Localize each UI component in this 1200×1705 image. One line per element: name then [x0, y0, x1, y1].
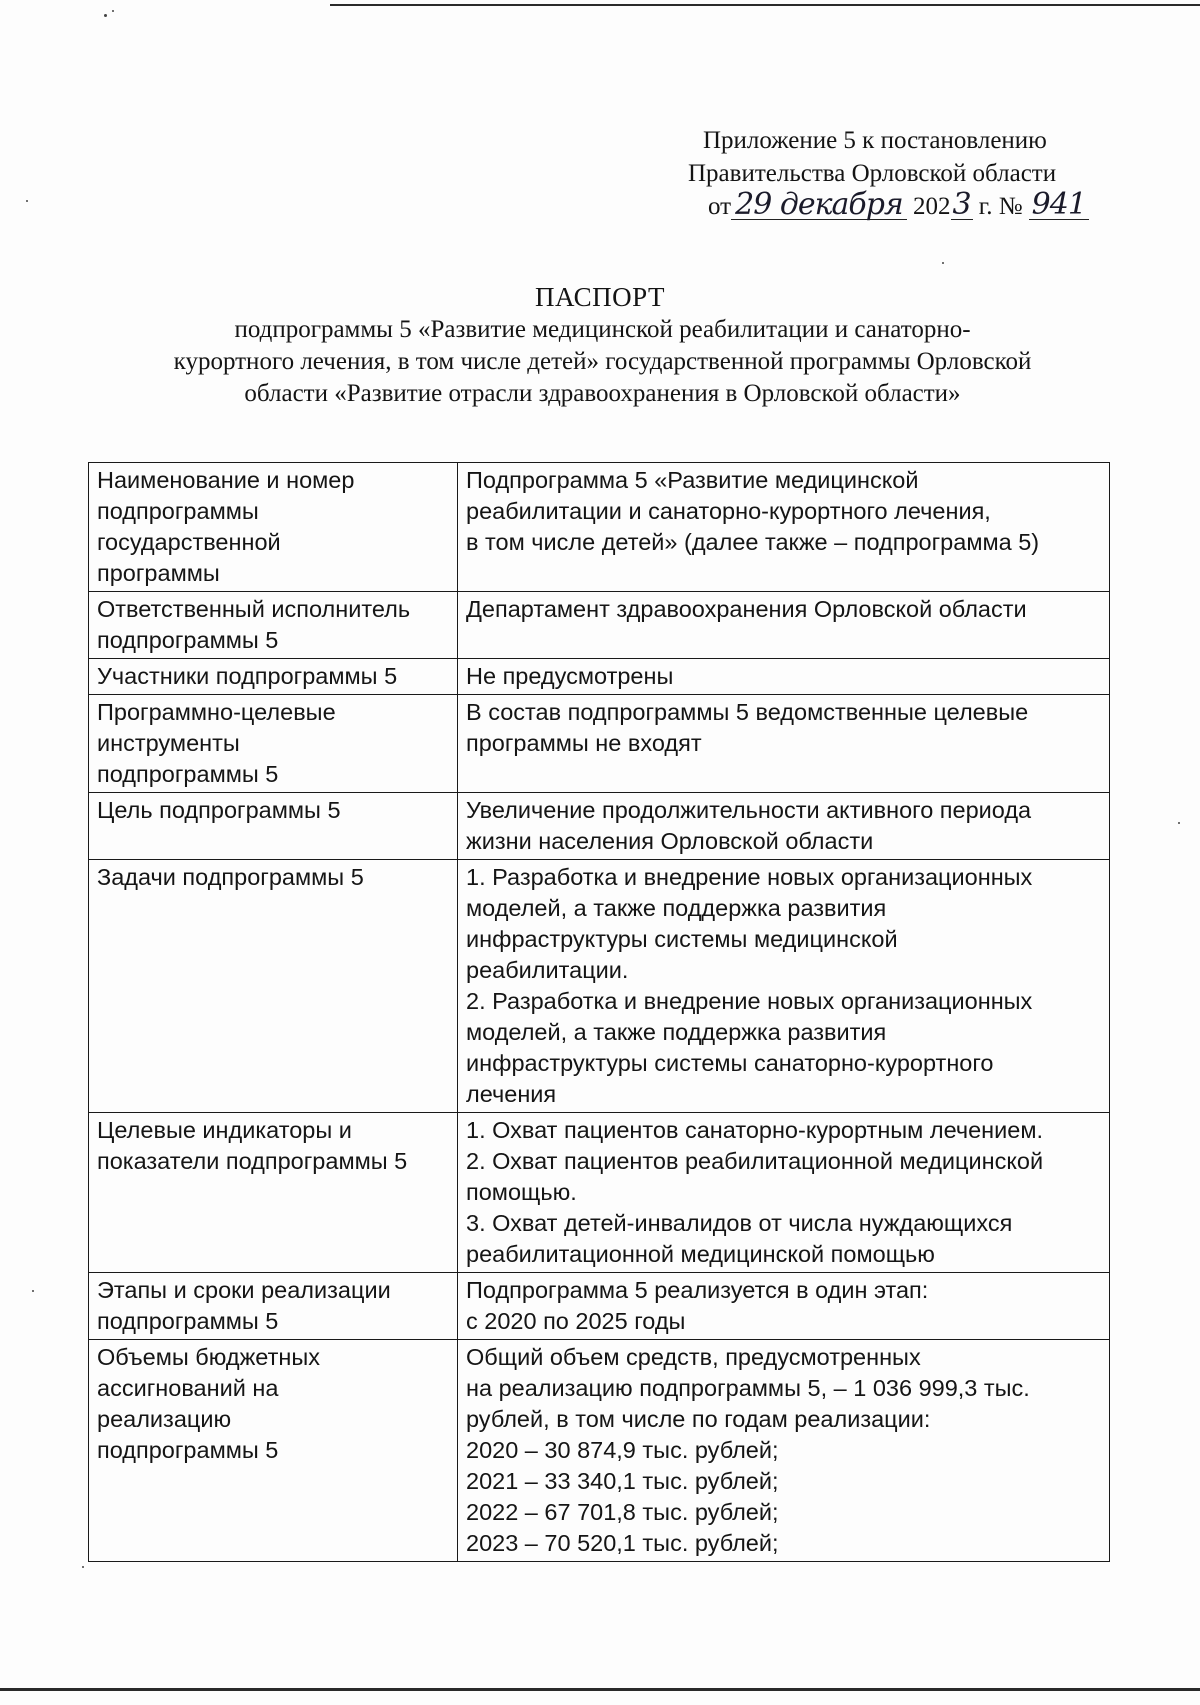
scan-speck	[104, 14, 107, 17]
table-row	[89, 1273, 1110, 1340]
row-label-line: Задачи подпрограммы 5	[97, 864, 364, 890]
row-value-line: Увеличение продолжительности активного периода	[466, 797, 1032, 823]
row-label-line: Объемы бюджетных	[97, 1344, 320, 1370]
row-value-cell	[458, 695, 1110, 793]
row-value-line: реабилитации и санаторно-курортного лечения,	[466, 498, 991, 524]
row-label-cell	[89, 1273, 458, 1340]
row-value-line: Подпрограмма 5 «Развитие медицинской	[466, 467, 919, 493]
scan-speck	[26, 200, 28, 202]
row-value-line: рублей, в том числе по годам реализации:	[466, 1406, 931, 1432]
table-row	[89, 1113, 1110, 1273]
appendix-header	[620, 124, 1140, 223]
row-value-line: 2021 – 33 340,1 тыс. рублей;	[466, 1468, 779, 1494]
table-row	[89, 793, 1110, 860]
appendix-line-1: Приложение 5 к постановлению	[703, 127, 1047, 154]
table-row	[89, 463, 1110, 592]
row-label-line: подпрограммы 5	[97, 761, 279, 787]
row-label-line: Цель подпрограммы 5	[97, 797, 341, 823]
row-value-line: Не предусмотрены	[466, 663, 674, 689]
appendix-date-line	[620, 187, 1140, 223]
row-label-cell	[89, 463, 458, 592]
document-subtitle	[120, 314, 1085, 410]
row-value-line: в том числе детей» (далее также – подпрограмма 5)	[466, 529, 1040, 555]
row-value-cell	[458, 1340, 1110, 1562]
row-value-line: Департамент здравоохранения Орловской области	[466, 596, 1027, 622]
scan-speck	[112, 10, 114, 12]
row-value-line: реабилитации.	[466, 957, 629, 983]
row-value-line: 1. Разработка и внедрение новых организационных	[466, 864, 1033, 890]
row-value-line: реабилитационной медицинской помощью	[466, 1241, 935, 1267]
row-value-line: 3. Охват детей-инвалидов от числа нуждающихся	[466, 1210, 1013, 1236]
row-value-line: 2023 – 70 520,1 тыс. рублей;	[466, 1530, 779, 1556]
row-label-line: программы	[97, 560, 220, 586]
table-row	[89, 659, 1110, 695]
row-label-line: реализацию	[97, 1406, 232, 1432]
row-value-line: 1. Охват пациентов санаторно-курортным лечением.	[466, 1117, 1044, 1143]
row-label-line: инструменты	[97, 730, 240, 756]
row-label-line: Этапы и сроки реализации	[97, 1277, 391, 1303]
row-label-cell	[89, 659, 458, 695]
row-value-line: программы не входят	[466, 730, 702, 756]
row-label-cell	[89, 793, 458, 860]
passport-table	[88, 462, 1110, 1562]
year-suffix: г. №	[978, 193, 1023, 220]
row-value-line: моделей, а также поддержка развития	[466, 1019, 887, 1045]
row-label-line: ассигнований на	[97, 1375, 279, 1401]
row-label-line: Целевые индикаторы и	[97, 1117, 352, 1143]
handwritten-number: 941	[1029, 191, 1089, 220]
date-prefix: от	[708, 193, 732, 220]
subtitle-line: подпрограммы 5 «Развитие медицинской реабилитации и санаторно-	[234, 316, 971, 343]
subtitle-line: курортного лечения, в том числе детей» государственной программы Орловской	[173, 348, 1032, 375]
scan-bottom-edge	[0, 1688, 1200, 1691]
row-value-line: 2. Разработка и внедрение новых организационных	[466, 988, 1033, 1014]
row-value-cell	[458, 860, 1110, 1113]
row-value-line: жизни населения Орловской области	[466, 828, 874, 854]
row-value-cell	[458, 1113, 1110, 1273]
row-value-cell	[458, 1273, 1110, 1340]
row-value-line: Общий объем средств, предусмотренных	[466, 1344, 921, 1370]
row-value-cell	[458, 793, 1110, 860]
table-row	[89, 592, 1110, 659]
row-label-cell	[89, 1340, 458, 1562]
row-label-line: подпрограммы 5	[97, 1437, 279, 1463]
row-label-cell	[89, 860, 458, 1113]
row-label-line: Участники подпрограммы 5	[97, 663, 398, 689]
row-value-line: лечения	[466, 1081, 557, 1107]
document-title: ПАСПОРТ	[535, 282, 665, 312]
row-label-cell	[89, 592, 458, 659]
row-value-cell	[458, 659, 1110, 695]
scan-speck	[32, 1290, 34, 1292]
row-value-line: помощью.	[466, 1179, 577, 1205]
row-label-line: показатели подпрограммы 5	[97, 1148, 408, 1174]
row-value-line: моделей, а также поддержка развития	[466, 895, 887, 921]
handwritten-year: 3	[952, 187, 971, 222]
row-label-line: подпрограммы 5	[97, 627, 279, 653]
year-prefix: 202	[913, 193, 951, 220]
row-value-line: В состав подпрограммы 5 ведомственные целевые	[466, 699, 1029, 725]
passport-table-body	[89, 463, 1110, 1562]
row-label-cell	[89, 695, 458, 793]
row-value-line: инфраструктуры системы санаторно-курортного	[466, 1050, 994, 1076]
row-value-line: Подпрограмма 5 реализуется в один этап:	[466, 1277, 929, 1303]
row-value-line: 2020 – 30 874,9 тыс. рублей;	[466, 1437, 779, 1463]
subtitle-line: области «Развитие отрасли здравоохранения в Орловской области»	[244, 380, 961, 407]
appendix-line-2: Правительства Орловской области	[688, 160, 1057, 187]
row-value-line: 2022 – 67 701,8 тыс. рублей;	[466, 1499, 779, 1525]
row-label-line: Ответственный исполнитель	[97, 596, 411, 622]
row-value-line: на реализацию подпрограммы 5, – 1 036 999,3 тыс.	[466, 1375, 1030, 1401]
row-label-line: государственной	[97, 529, 281, 555]
row-value-line: с 2020 по 2025 годы	[466, 1308, 686, 1334]
row-value-line: инфраструктуры системы медицинской	[466, 926, 898, 952]
row-value-line: 2. Охват пациентов реабилитационной медицинской	[466, 1148, 1044, 1174]
table-row	[89, 860, 1110, 1113]
row-label-line: подпрограммы 5	[97, 1308, 279, 1334]
row-label-cell	[89, 1113, 458, 1273]
row-value-cell	[458, 592, 1110, 659]
row-value-cell	[458, 463, 1110, 592]
table-row	[89, 695, 1110, 793]
handwritten-date: 29 декабря	[731, 191, 907, 220]
scan-speck	[1178, 822, 1180, 824]
scan-speck	[82, 1566, 84, 1568]
row-label-line: Программно-целевые	[97, 699, 336, 725]
row-label-line: Наименование и номер	[97, 467, 355, 493]
scan-top-edge	[330, 4, 1200, 6]
table-row	[89, 1340, 1110, 1562]
row-label-line: подпрограммы	[97, 498, 259, 524]
scan-speck	[942, 262, 944, 264]
